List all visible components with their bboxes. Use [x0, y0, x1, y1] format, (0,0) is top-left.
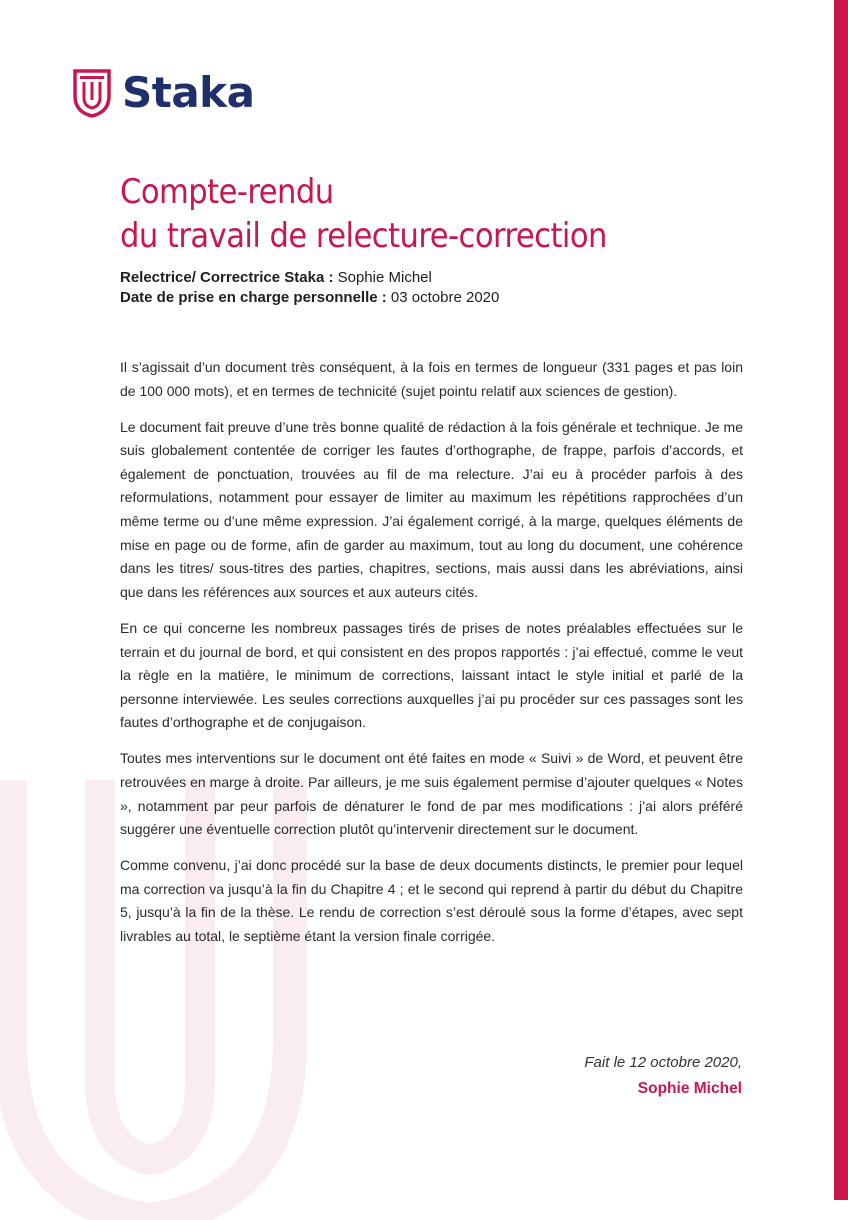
report-body — [120, 356, 743, 961]
document-meta — [120, 268, 499, 308]
paragraph: En ce qui concerne les nombreux passages tirés de prises de notes préalables effectuées sur le terrain et du journal de bord, et qui consistent en des propos rapportés : j’ai effectué, comme le veut la règle en la matière, le minimum de corrections, laissant intact le style initial et parlé de la personne interviewée. Les seules corrections auxquelles j’ai pu procéder sur ces passages sont les fautes d’orthographe et de conjugaison. — [120, 619, 743, 731]
staka-shield-icon — [72, 68, 112, 118]
signature-date: Fait le 12 octobre 2020, — [584, 1054, 742, 1071]
corrector-label: Relectrice/ Correctrice Staka : — [120, 269, 334, 286]
paragraph: Le document fait preuve d’une très bonne qualité de rédaction à la fois générale et technique. Je me suis globalement contentée de corriger les fautes d’orthographe, de frappe, parfois d’accords, et également de ponctuation, trouvées au fil de ma relecture. J’ai eu à procéder parfois à des reformulations, notamment pour essayer de limiter au maximum les répétitions rapprochées d’un même terme ou d’une même expression. J’ai également corrigé, à la marge, quelques éléments de mise en page ou de forme, afin de garder au maximum, tout au long du document, une cohérence dans les titres/ sous-titres des parties, chapitres, sections, mais aussi dans les abréviations, ainsi que dans les références aux sources et aux auteurs cités. — [120, 418, 743, 600]
paragraph: Il s’agissait d’un document très conséquent, à la fois en termes de longueur (331 pages et pas loin de 100 000 mots), et en termes de technicité (sujet pointu relatif aux sciences de gestion). — [120, 359, 743, 399]
paragraph: Comme convenu, j’ai donc procédé sur la base de deux documents distincts, le premier pour lequel ma correction va jusqu’à la fin du Chapitre 4 ; et le second qui reprend à partir du début du Chapitre 5, jusqu’à la fin de la thèse. Le rendu de correction s’est déroulé sous la forme d’étapes, avec sept livrables au total, le septième étant la version finale corrigée. — [120, 857, 743, 945]
title-line-2: du travail de relecture-correction — [120, 216, 607, 256]
signature-block — [584, 1050, 742, 1102]
paragraph: Toutes mes interventions sur le document ont été faites en mode « Suivi » de Word, et peuvent être retrouvées en marge à droite. Par ailleurs, je me suis également permise d’ajouter quelques « Notes », notamment par peur parfois de dénaturer le fond de par mes modifications : j’ai alors préféré suggérer une éventuelle correction plutôt qu’intervenir directement sur le document. — [120, 750, 743, 838]
date-label: Date de prise en charge personnelle : — [120, 289, 387, 306]
corrector-value: Sophie Michel — [333, 269, 432, 286]
date-line — [120, 288, 499, 308]
title-line-1: Compte-rendu — [120, 172, 334, 212]
brand-name: Staka — [122, 68, 255, 117]
accent-side-bar — [834, 0, 848, 1200]
date-value: 03 octobre 2020 — [386, 289, 500, 306]
brand-logo — [72, 68, 254, 118]
page-title — [120, 170, 607, 258]
corrector-line — [120, 268, 499, 288]
signature-name: Sophie Michel — [637, 1080, 742, 1097]
